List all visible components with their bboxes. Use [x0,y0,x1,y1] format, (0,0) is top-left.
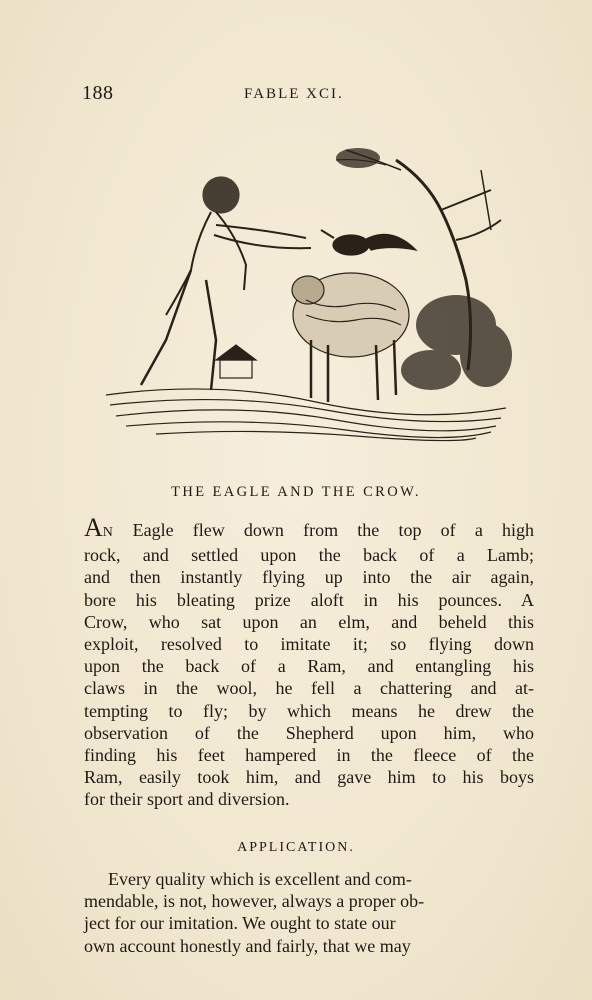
fable-line: bore his bleating prize aloft in his pounces. A [84,589,534,610]
lead-caps: N [102,525,114,540]
fable-line-text: Eagle flew down from the top of a high [113,520,534,540]
fable-line: observation of the Shepherd upon him, who [84,722,534,743]
fable-line: tempting to fly; by which means he drew the [84,700,534,721]
running-head: FABLE XCI. [244,86,344,102]
woodcut-illustration [96,140,516,445]
fable-line: rock, and settled upon the back of a Lamb; [84,545,534,566]
ram-figure [292,273,409,402]
fable-line: upon the back of a Ram, and entangling his [84,656,534,677]
fable-line: for their sport and diversion. [84,789,290,810]
application-heading: APPLICATION. [237,840,355,855]
fable-line: Ram, easily took him, and gave him to his boys [84,767,534,788]
fable-line: exploit, resolved to imitate it; so flying down [84,634,534,655]
fable-text [84,513,534,811]
ground-hatching [106,389,506,441]
crow-figure [321,230,416,255]
fable-line: claws in the wool, he fell a chattering and at- [84,678,534,699]
application-line: mendable, is not, however, always a proper ob- [84,891,425,912]
fable-line [84,513,534,544]
application-line: ject for our imitation. We ought to state our [84,913,396,934]
page-number: 188 [82,82,114,104]
fable-line: finding his feet hampered in the fleece of the [84,745,534,766]
application-text [84,868,534,957]
fable-title: THE EAGLE AND THE CROW. [171,484,421,500]
application-line: own account honestly and fairly, that we may [84,935,411,956]
fable-line: Crow, who sat upon an elm, and beheld this [84,611,534,632]
application-line: Every quality which is excellent and com- [108,869,412,889]
cottage-figure [216,345,256,378]
lead-initial: A [84,513,103,542]
fable-line: and then instantly flying up into the air again, [84,567,534,588]
page-header [0,82,592,106]
